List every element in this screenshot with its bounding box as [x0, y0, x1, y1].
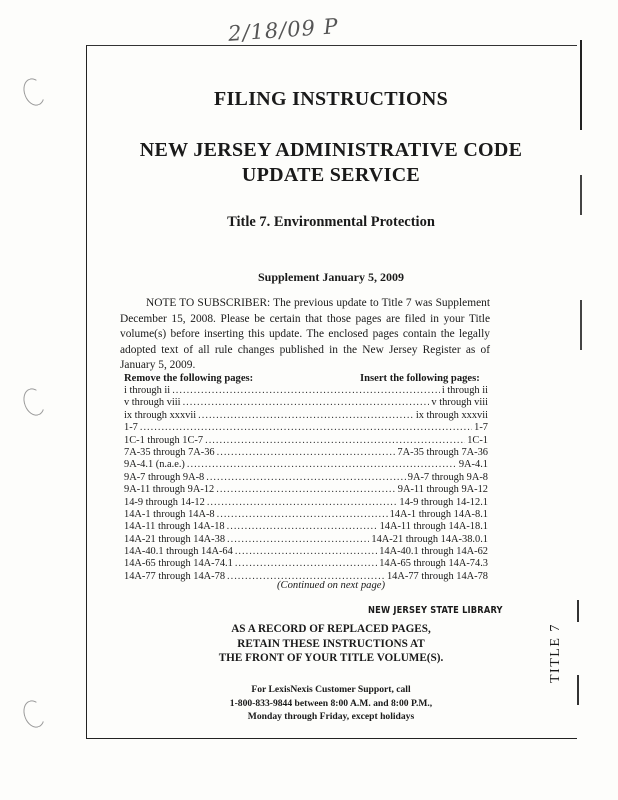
- remove-pages: 14A-77 through 14A-78: [124, 570, 226, 582]
- remove-pages: 14A-40.1 through 14A-64: [124, 546, 233, 558]
- dot-leader: [235, 558, 377, 570]
- insert-pages: v through viii: [431, 397, 488, 409]
- remove-pages: 9A-4.1 (n.a.e.): [124, 459, 185, 471]
- support-line3: Monday through Friday, except holidays: [247, 711, 415, 722]
- handwritten-date-stamp: 2/18/09 P: [227, 14, 340, 46]
- support-line2: 1-800-833-9844 between 8:00 A.M. and 8:00 P.M.,: [229, 697, 433, 709]
- page-list-row: [110, 435, 488, 447]
- remove-pages: 7A-35 through 7A-36: [124, 446, 215, 458]
- insert-pages: 14A-21 through 14A-38.0.1: [371, 533, 488, 545]
- page-list-row: [110, 509, 488, 521]
- subject-title: Title 7. Environmental Protection: [227, 214, 435, 230]
- supplement-date: Supplement January 5, 2009: [257, 270, 405, 284]
- page-list-row: [110, 410, 488, 422]
- code-title: [86, 138, 576, 188]
- insert-pages: 14A-1 through 14A-8.1: [389, 508, 488, 520]
- record-line1: AS A RECORD OF REPLACED PAGES,: [231, 623, 431, 635]
- punch-hole-middle: [20, 385, 48, 418]
- insert-pages: 9A-11 through 9A-12: [397, 484, 488, 496]
- note-to-subscriber: NOTE TO SUBSCRIBER: The previous update to Title 7 was Supplement December 15, 2008. Please be certain that those pages are filed in your Title volume(s) before inserting this update. The enclosed pages contain the legally adopted text of all rule changes published in the New Jersey Register as of January 5, 2009.: [120, 297, 490, 371]
- page-list-row: [110, 472, 488, 484]
- page-list-row: [110, 546, 488, 558]
- remove-pages: ix through xxxvii: [124, 409, 197, 421]
- insert-pages: 7A-35 through 7A-36: [397, 446, 488, 458]
- page-list: [110, 385, 488, 583]
- right-edge-mark: [580, 175, 582, 215]
- remove-pages: 1-7: [124, 422, 138, 434]
- dot-leader: [205, 435, 465, 447]
- insert-pages: 14A-65 through 14A-74.3: [379, 558, 488, 570]
- page-list-row: [110, 397, 488, 409]
- dot-leader: [206, 472, 406, 484]
- dot-leader: [187, 459, 457, 471]
- remove-pages: 14-9 through 14-12: [124, 496, 205, 508]
- dot-leader: [227, 534, 369, 546]
- dot-leader: [216, 484, 396, 496]
- dot-leader: [140, 422, 472, 434]
- page-title: FILING INSTRUCTIONS: [213, 88, 449, 110]
- remove-pages: 1C-1 through 1C-7: [124, 434, 204, 446]
- insert-pages: 1-7: [474, 422, 488, 434]
- page-list-row: [110, 385, 488, 397]
- remove-pages: 14A-11 through 14A-18: [124, 521, 225, 533]
- page-list-row: [110, 534, 488, 546]
- punch-hole-top: [20, 75, 48, 108]
- page-list-row: [110, 484, 488, 496]
- right-edge-mark: [580, 300, 582, 350]
- dot-leader: [235, 546, 377, 558]
- tab-divider-mark: [577, 600, 579, 622]
- remove-pages: v through viii: [124, 397, 181, 409]
- remove-pages: 14A-21 through 14A-38: [124, 533, 226, 545]
- code-title-line2: UPDATE SERVICE: [241, 164, 421, 186]
- insert-pages: ix through xxxvii: [415, 409, 488, 421]
- remove-pages: 9A-11 through 9A-12: [124, 484, 215, 496]
- record-line2: RETAIN THESE INSTRUCTIONS AT: [237, 637, 425, 650]
- insert-pages: 14A-77 through 14A-78: [386, 570, 488, 582]
- page-list-row: [110, 521, 488, 533]
- dot-leader: [172, 385, 440, 397]
- insert-pages: 1C-1: [467, 434, 488, 446]
- remove-pages: i through ii: [124, 385, 171, 396]
- page-list-row: [110, 422, 488, 434]
- right-edge-bar: [580, 40, 582, 130]
- record-instructions: [86, 622, 576, 666]
- insert-pages: 14A-11 through 14A-18.1: [379, 521, 488, 533]
- insert-pages: 14-9 through 14-12.1: [399, 496, 488, 508]
- insert-pages: 9A-4.1: [458, 459, 488, 471]
- dot-leader: [217, 509, 388, 521]
- dot-leader: [217, 447, 396, 459]
- remove-pages: 14A-65 through 14A-74.1: [124, 558, 233, 570]
- page-list-row: [110, 459, 488, 471]
- title-tab-label: TITLE 7: [548, 623, 563, 683]
- dot-leader: [198, 410, 414, 422]
- page-list-row: [110, 447, 488, 459]
- insert-pages: 9A-7 through 9A-8: [407, 471, 488, 483]
- customer-support: [86, 683, 576, 724]
- remove-pages: 14A-1 through 14A-8: [124, 508, 215, 520]
- dot-leader: [227, 521, 378, 533]
- library-stamp: NEW JERSEY STATE LIBRARY: [368, 605, 503, 616]
- continued-note: (Continued on next page): [277, 580, 385, 591]
- dot-leader: [183, 397, 430, 409]
- insert-pages: i through ii: [441, 385, 488, 396]
- page-list-row: [110, 497, 488, 509]
- insert-heading: Insert the following pages:: [360, 373, 480, 384]
- remove-pages: 9A-7 through 9A-8: [124, 471, 205, 483]
- remove-heading: Remove the following pages:: [124, 373, 254, 384]
- insert-pages: 14A-40.1 through 14A-62: [379, 546, 488, 558]
- code-title-line1: NEW JERSEY ADMINISTRATIVE CODE: [139, 139, 523, 161]
- record-line3: THE FRONT OF YOUR TITLE VOLUME(S).: [218, 652, 444, 664]
- page-list-row: [110, 558, 488, 570]
- tab-divider-mark: [577, 675, 579, 705]
- punch-hole-bottom: [20, 697, 48, 730]
- support-line1: For LexisNexis Customer Support, call: [251, 684, 411, 695]
- dot-leader: [207, 497, 398, 509]
